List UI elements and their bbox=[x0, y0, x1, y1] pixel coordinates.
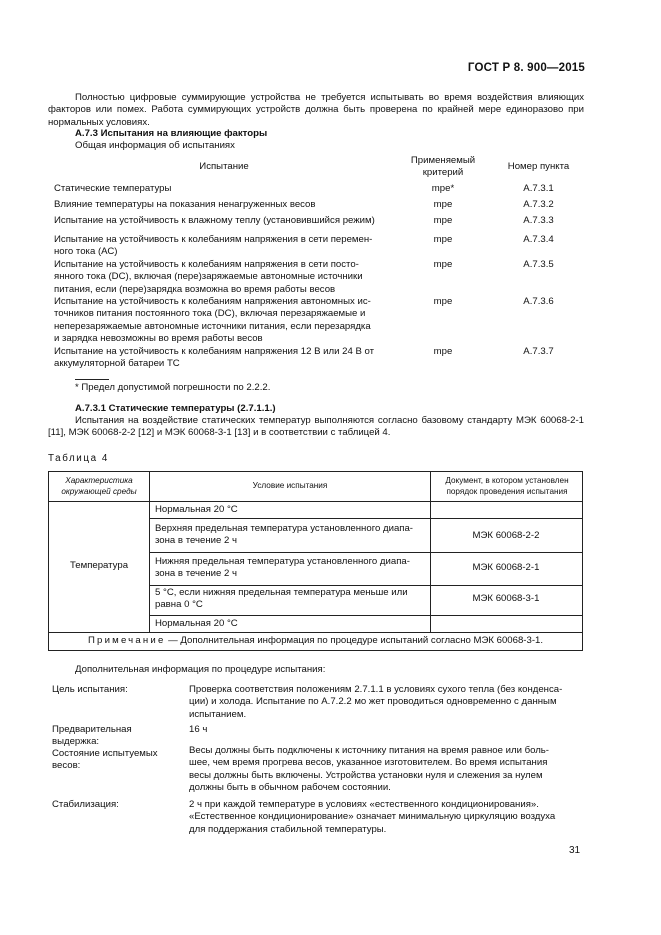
table4-divider bbox=[149, 552, 582, 553]
footnote-divider bbox=[75, 379, 109, 380]
test-name: Статические температуры bbox=[54, 183, 172, 194]
footnote: * Предел допустимой погрешности по 2.2.2. bbox=[75, 382, 271, 393]
header-test: Испытание bbox=[199, 161, 249, 172]
table4 bbox=[48, 471, 583, 651]
table4-header-environment: Характеристика окружающей среды bbox=[61, 476, 137, 496]
test-criterion: mpe* bbox=[431, 183, 455, 194]
table4-divider bbox=[49, 632, 582, 633]
table4-condition: Верхняя предельная температура установленного диапа- зона в течение 2 ч bbox=[155, 523, 413, 547]
procedure-text: 2 ч при каждой температуре в условиях «естественного кондиционирования». «Естественное кондиционирование» означает минимальную циркуляцию воздуха для поддержания стабильной температуры. bbox=[189, 799, 556, 835]
section-text-a731: Испытания на воздействие статических температур выполняются согласно базовому стандарту МЭК 60068-2-1 [11], МЭК 60068-2-2 [12] и МЭК 60068-3-1 [13] и в соответствии с таблицей 4. bbox=[48, 415, 584, 439]
procedure-text: Проверка соответствия положениям 2.7.1.1 в условиях сухого тепла (без конденса- ции) и холода. Испытание по А.7.2.2 мо жет проводиться одновременно с данным испытанием. bbox=[189, 684, 563, 720]
table4-condition: Нижняя предельная температура установленного диапа- зона в течение 2 ч bbox=[155, 556, 410, 580]
table4-document: МЭК 60068-2-2 bbox=[472, 530, 540, 541]
procedure-label: Предварительная выдержка: bbox=[52, 724, 132, 748]
procedure-text: Весы должны быть подключены к источнику питания на время равное или боль- шее, чем время прогрева весов, указанное изготовителем. Во время испытания весы должны быть включены. Устройства установки нуля и слежения за нулем должны быть в обычном рабочем состоянии. bbox=[189, 745, 549, 794]
test-clause: А.7.3.3 bbox=[523, 215, 554, 226]
table4-note-text: — Дополнительная информация по процедуре испытаний согласно МЭК 60068-3-1. bbox=[165, 635, 544, 646]
test-criterion: mpe bbox=[433, 215, 453, 226]
test-name: Испытание на устойчивость к колебаниям напряжения автономных ис- точников питания постоянного тока (DC), включая перезаряжаемые и неперезаряжаемые автономные источники питания, если перезарядка и зарядка невозможны во время работы весов bbox=[54, 296, 371, 345]
table4-header-condition: Условие испытания bbox=[252, 481, 328, 490]
test-name: Испытание на устойчивость к колебаниям напряжения в сети перемен- ного тока (АС) bbox=[54, 234, 373, 258]
test-criterion: mpe bbox=[433, 234, 453, 245]
test-name: Испытание на устойчивость к колебаниям напряжения в сети посто- янного тока (DC), включая (пере)заряжаемые автономные источники питания, если (пере)зарядка возможна во время работы весов bbox=[54, 259, 363, 295]
header-criterion: Применяемый критерий bbox=[410, 155, 476, 178]
table4-document: МЭК 60068-3-1 bbox=[472, 593, 540, 604]
table4-note-label: Примечание bbox=[87, 635, 166, 646]
test-criterion: mpe bbox=[433, 296, 453, 307]
procedure-label: Цель испытания: bbox=[52, 684, 128, 695]
test-criterion: mpe bbox=[433, 346, 453, 357]
tests-info-table bbox=[48, 0, 584, 380]
test-name: Испытание на устойчивость к колебаниям напряжения 12 В или 24 В от аккумуляторной батареи ТС bbox=[54, 346, 375, 370]
table4-condition: Нормальная 20 °С bbox=[155, 618, 238, 629]
test-name: Испытание на устойчивость к влажному теплу (установившийся режим) bbox=[54, 215, 375, 226]
table4-caption: Таблица 4 bbox=[48, 453, 109, 464]
test-clause: А.7.3.5 bbox=[523, 259, 554, 270]
table4-document: МЭК 60068-2-1 bbox=[472, 562, 540, 573]
test-criterion: mpe bbox=[433, 199, 453, 210]
test-criterion: mpe bbox=[433, 259, 453, 270]
table4-header-document: Документ, в котором установлен порядок проведения испытания bbox=[445, 476, 569, 496]
section-subheading-a73: Общая информация об испытаниях bbox=[75, 140, 235, 151]
test-name: Влияние температуры на показания ненагруженных весов bbox=[54, 199, 316, 210]
test-clause: А.7.3.1 bbox=[523, 183, 554, 194]
procedure-label: Стабилизация: bbox=[52, 799, 119, 810]
table4-condition: 5 °С, если нижняя предельная температура меньше или равна 0 °С bbox=[155, 587, 408, 611]
section-heading-a73: А.7.3 Испытания на влияющие факторы bbox=[75, 128, 268, 139]
test-clause: А.7.3.2 bbox=[523, 199, 554, 210]
test-clause: А.7.3.4 bbox=[523, 234, 554, 245]
page-number: 31 bbox=[569, 845, 581, 856]
test-clause: А.7.3.6 bbox=[523, 296, 554, 307]
table4-divider bbox=[149, 518, 582, 519]
header-clause: Номер пункта bbox=[507, 161, 570, 172]
table4-divider bbox=[49, 501, 582, 502]
procedure-intro: Дополнительная информация по процедуре испытания: bbox=[75, 664, 326, 675]
section-heading-a731: А.7.3.1 Статические температуры (2.7.1.1.) bbox=[75, 403, 276, 414]
test-clause: А.7.3.7 bbox=[523, 346, 554, 357]
table4-condition: Нормальная 20 °С bbox=[155, 504, 238, 515]
document-header: ГОСТ Р 8. 900—2015 bbox=[467, 62, 585, 74]
procedure-label: Состояние испытуемых весов: bbox=[52, 748, 158, 772]
intro-paragraph: Полностью цифровые суммирующие устройства не требуется испытывать во время воздействия влияющих факторов или помех. Работа суммирующих устройств должна быть проверена по крайней мере единоразово при нормальных условиях. bbox=[48, 92, 584, 128]
table4-note bbox=[49, 635, 582, 647]
table4-divider bbox=[149, 615, 582, 616]
table4-divider bbox=[149, 585, 582, 586]
table4-environment-cell: Температура bbox=[69, 560, 129, 571]
procedure-text: 16 ч bbox=[189, 724, 208, 735]
